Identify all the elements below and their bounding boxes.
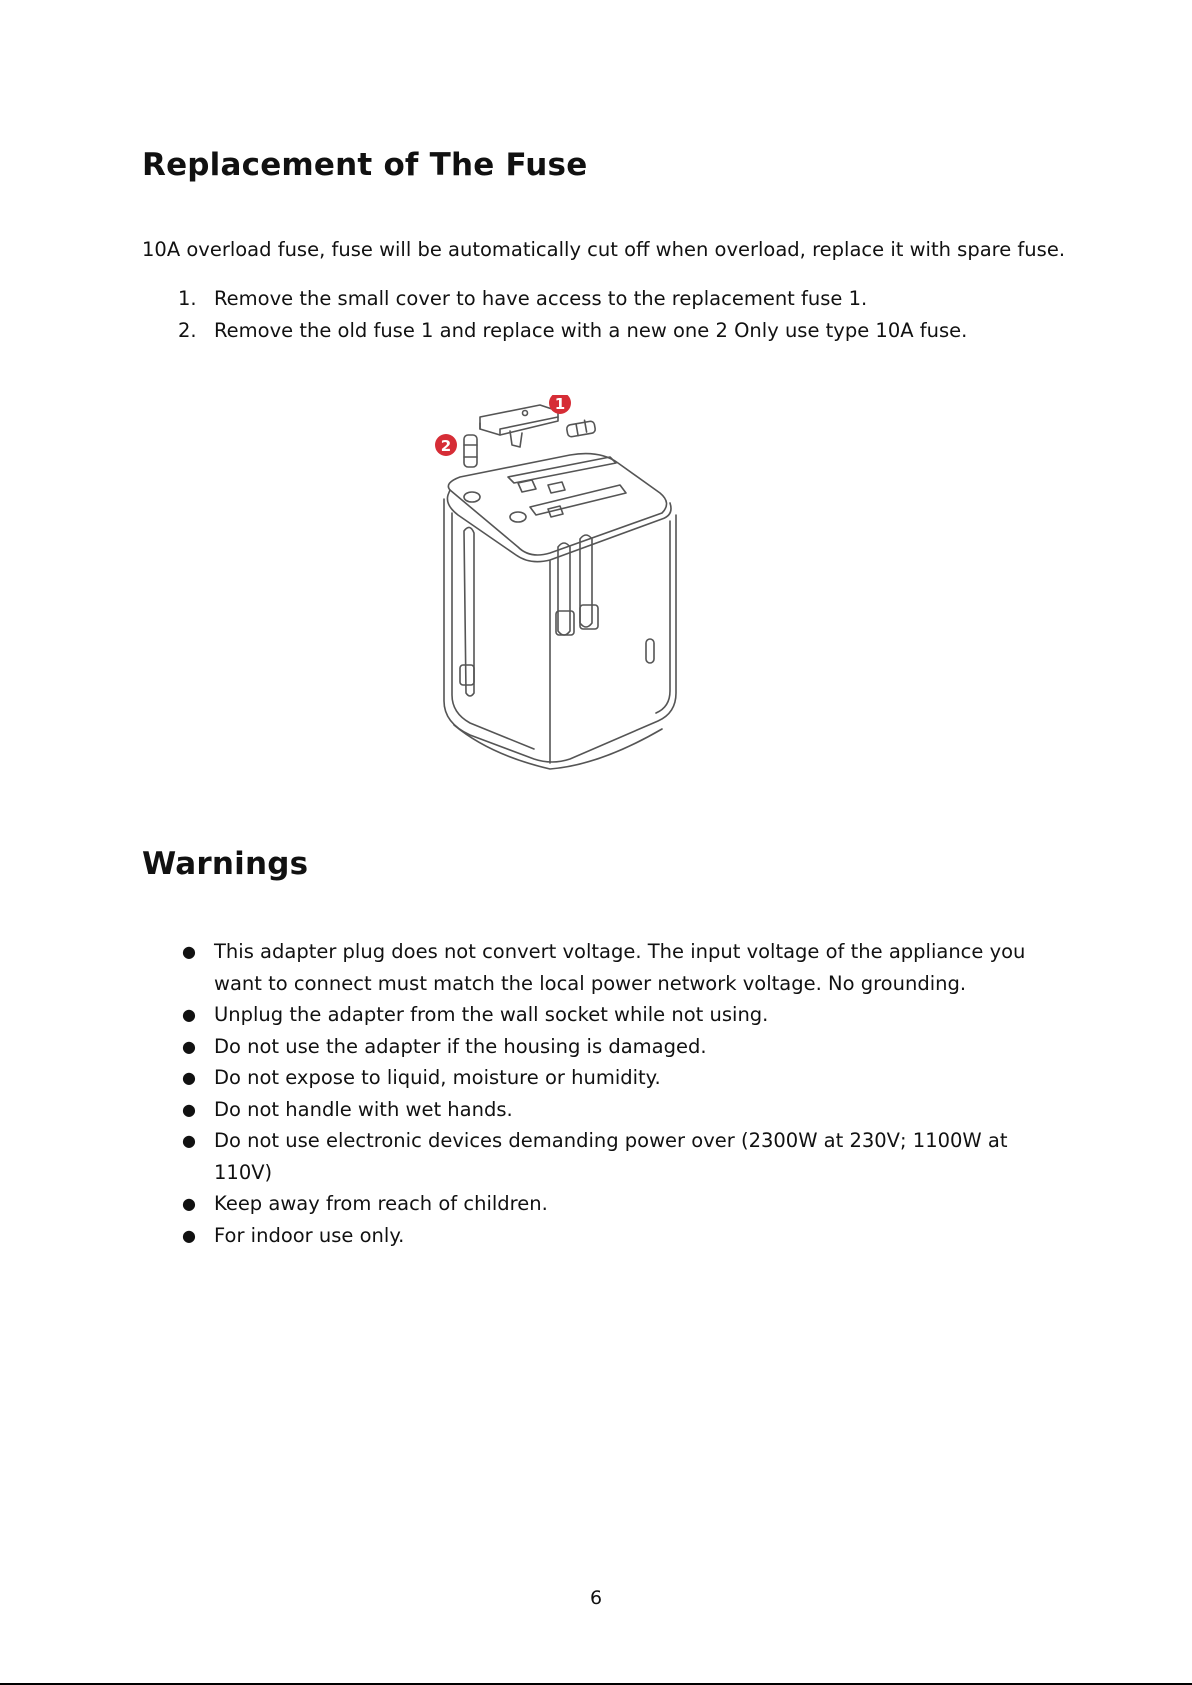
list-item (142, 1125, 1042, 1188)
bullet-icon: ● (182, 942, 196, 961)
step-number: 2. (178, 318, 197, 342)
step-text: Remove the old fuse 1 and replace with a new one 2 Only use type 10A fuse. (214, 318, 968, 342)
bullet-icon: ● (182, 1194, 196, 1213)
bullet-icon: ● (182, 1036, 196, 1056)
bullet-icon: ● (182, 1005, 196, 1024)
page-number: 6 (589, 1587, 603, 1609)
warning-text: Do not expose to liquid, moisture or humidity. (214, 1066, 661, 1089)
fuse-intro-text: 10A overload fuse, fuse will be automatically cut off when overload, replace it with spare fuse. (142, 238, 1066, 261)
list-item (142, 283, 967, 315)
list-item (142, 1094, 1042, 1126)
bullet-icon: ● (182, 1099, 196, 1119)
fuse-cover-icon (480, 405, 558, 447)
travel-adapter-fuse-diagram (430, 395, 730, 800)
warning-text: For indoor use only. (214, 1223, 405, 1247)
warning-text: Keep away from reach of children. (214, 1192, 548, 1215)
fuse-section-title: Replacement of The Fuse (142, 147, 588, 183)
bullet-icon: ● (182, 1225, 196, 1245)
callout-1-icon (549, 395, 571, 414)
spare-fuse-icon (464, 435, 477, 467)
bullet-icon: ● (182, 1068, 196, 1087)
list-item (142, 315, 967, 347)
svg-text:1: 1 (554, 395, 566, 413)
step-text: Remove the small cover to have access to the replacement fuse 1. (214, 287, 868, 310)
adapter-icon (444, 454, 676, 769)
list-item (142, 1031, 1042, 1063)
list-item (142, 1062, 1042, 1094)
bullet-icon: ● (182, 1131, 196, 1150)
list-item (142, 936, 1042, 999)
fuse-icon (566, 420, 596, 437)
callout-2-icon (435, 434, 457, 456)
list-item (142, 999, 1042, 1031)
step-number: 1. (178, 287, 197, 310)
warnings-list (142, 936, 1042, 1251)
warning-text: Do not handle with wet hands. (214, 1097, 513, 1121)
list-item (142, 1188, 1042, 1220)
warning-text: Do not use electronic devices demanding power over (2300W at 230V; 1100W at 110V) (214, 1129, 1008, 1184)
warnings-section-title: Warnings (142, 846, 309, 882)
list-item (142, 1220, 1042, 1252)
fuse-steps-list (142, 283, 967, 346)
warning-text: This adapter plug does not convert voltage. The input voltage of the appliance you want to connect must match the local power network voltage. No grounding. (214, 940, 1026, 995)
svg-text:2: 2 (440, 437, 452, 455)
warning-text: Do not use the adapter if the housing is damaged. (214, 1034, 707, 1058)
warning-text: Unplug the adapter from the wall socket while not using. (214, 1003, 769, 1026)
